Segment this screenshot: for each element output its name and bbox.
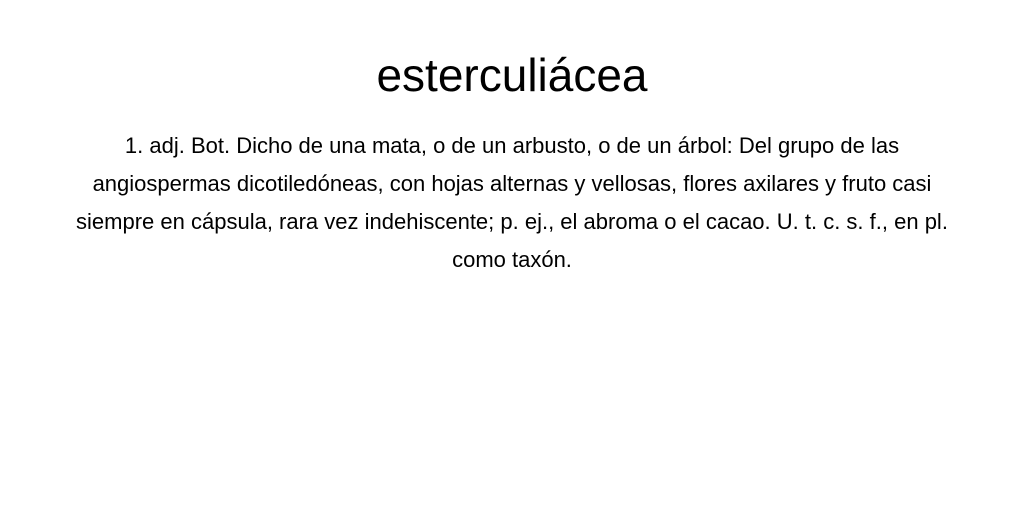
headword-title: esterculiácea <box>376 49 648 101</box>
definition-text: 1. adj. Bot. Dicho de una mata, o de un arbusto, o de un árbol: Del grupo de las angiospermas dicotiledóneas, con hojas alternas y vellosas, flores axilares y fruto casi siempre en cápsula, rara vez indehiscente; p. ej., el abroma o el cacao. U. t. c. s. f., en pl. como taxón. <box>76 133 948 272</box>
